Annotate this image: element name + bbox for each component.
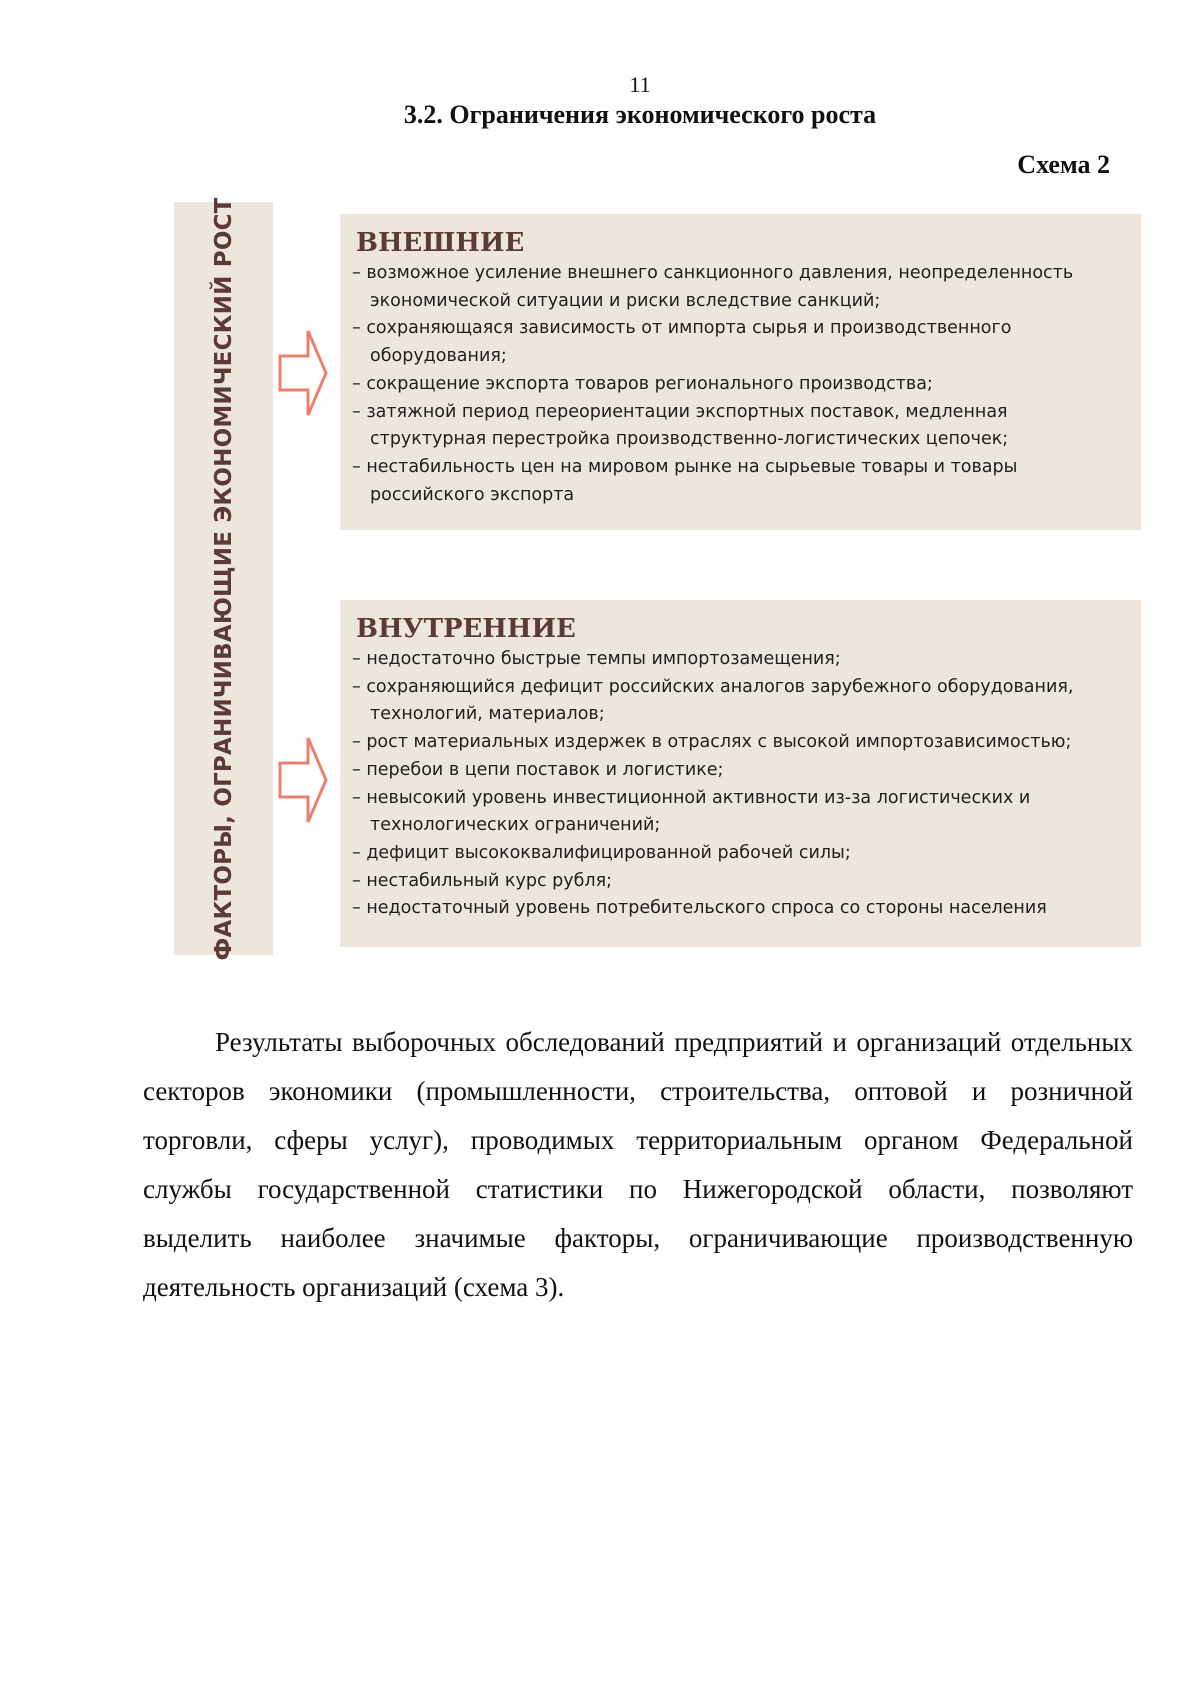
- scheme-label: Схема 2: [1017, 150, 1110, 179]
- list-item: – возможное усиление внешнего санкционного давления, неопределенность экономической ситуации и риски вследствие санкций;: [352, 263, 1074, 311]
- arrow-right-icon-external: [278, 328, 328, 418]
- external-factors-title: ВНЕШНИЕ: [356, 228, 525, 258]
- internal-factors-box: [340, 600, 1141, 947]
- list-item: – дефицит высококвалифицированной рабочей силы;: [352, 842, 851, 863]
- list-item: – невысокий уровень инвестиционной активности из-за логистических и технологических ограничений;: [352, 787, 1031, 836]
- factors-vertical-bar: [174, 196, 273, 961]
- arrow-right-icon-internal: [278, 735, 328, 825]
- section-title: 3.2. Ограничения экономического роста: [403, 100, 877, 129]
- external-factors-list: [352, 260, 1129, 509]
- internal-factors-list: [352, 646, 1129, 923]
- list-item: – сохраняющийся дефицит российских аналогов зарубежного оборудования, технологий, материалов;: [352, 676, 1074, 725]
- body-paragraph: Результаты выборочных обследований предприятий и организаций отдельных секторов экономики (промышленности, строительства, оптовой и розничной торговли, сферы услуг), проводимых территориальным органом Федеральной службы государственной статистики по Нижегородской области, позволяют выделить наиболее значимые факторы, ограничивающие производственную деятельность организаций (схема 3).: [143, 1027, 1133, 1302]
- page-number: 11: [629, 72, 651, 97]
- internal-factors-title: ВНУТРЕННИЕ: [356, 614, 576, 644]
- list-item: – недостаточно быстрые темпы импортозамещения;: [352, 649, 841, 669]
- external-factors-box: [340, 214, 1141, 530]
- list-item: – сохраняющаяся зависимость от импорта сырья и производственного оборудования;: [352, 318, 1012, 367]
- list-item: – перебои в цепи поставок и логистике;: [352, 759, 724, 780]
- list-item: – нестабильный курс рубля;: [352, 870, 613, 891]
- list-item: – рост материальных издержек в отраслях с высокой импортозависимостью;: [352, 732, 1072, 753]
- list-item: – сокращение экспорта товаров регионального производства;: [352, 373, 933, 394]
- factors-vertical-label: ФАКТОРЫ, ОГРАНИЧИВАЮЩИЕ ЭКОНОМИЧЕСКИЙ РОСТ: [210, 196, 237, 961]
- list-item: – затяжной период переориентации экспортных поставок, медленная структурная перестройка производственно-логистических цепочек;: [352, 401, 1009, 450]
- list-item: – недостаточный уровень потребительского спроса со стороны населения: [352, 898, 1047, 919]
- list-item: – нестабильность цен на мировом рынке на сырьевые товары и товары российского экспорта: [352, 456, 1018, 505]
